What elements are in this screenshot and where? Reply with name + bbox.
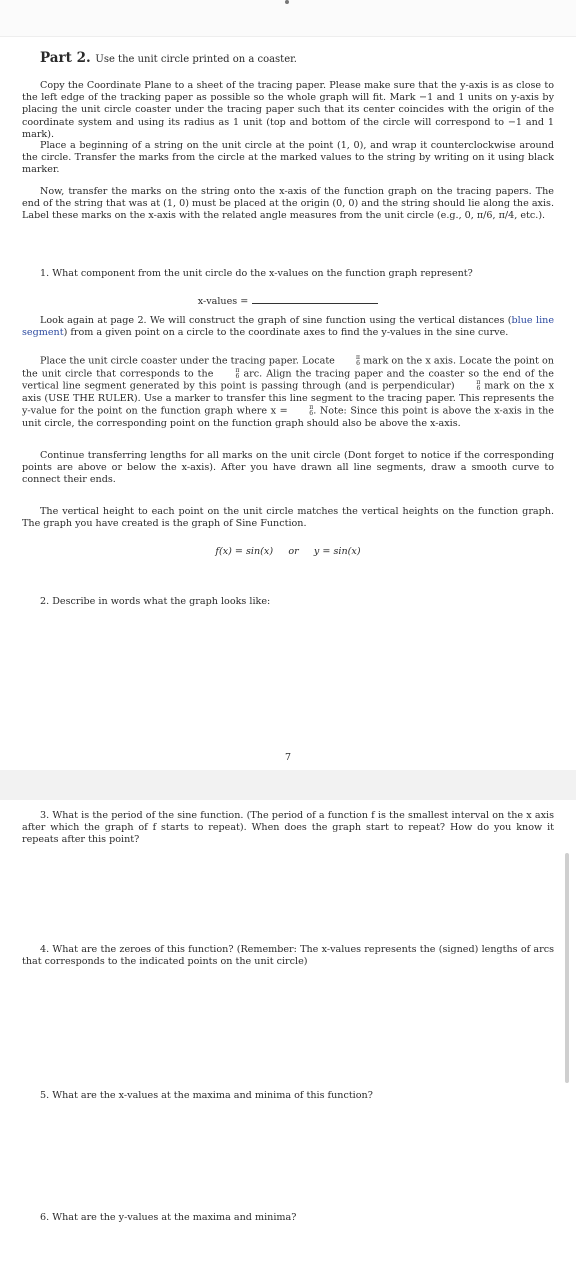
- pi-over-6-fraction: π 6: [309, 404, 314, 418]
- paragraph-vertical-height: [22, 506, 554, 530]
- text-segment: mark on the x axis (USE THE RULER). Use a marker to transfer this line segment to the tracing paper. This represents the y-value for the point on the function graph where x =: [22, 380, 554, 417]
- page-separator: [0, 770, 576, 800]
- question-5: [40, 1090, 554, 1102]
- pi-over-6-fraction: π 6: [356, 354, 360, 367]
- paragraph-text: Now, transfer the marks on the string onto the x-axis of the function graph on the tracing papers. The end of the string that was at (1, 0) must be placed at the origin (0, 0) and the string should lie along the axis. Label these marks on the x-axis with the related angle measures from the unit circle (e.g., 0, π/6, π/4, etc.).: [22, 186, 554, 222]
- question-text: 5. What are the x-values at the maxima and minima of this function?: [40, 1090, 373, 1101]
- q1-answer-line[interactable]: [252, 294, 378, 304]
- q1-answer-row: [0, 294, 576, 308]
- question-text: 4. What are the zeroes of this function? (Remember: The x-values represents the (signed) lengths of arcs that corresponds to the indicated points on the unit circle): [22, 944, 554, 968]
- question-text: 3. What is the period of the sine function. (The period of a function f is the smallest interval on the x axis after which the graph of f starts to repeat). When does the graph start to repeat? How do you know it repeats after this point?: [22, 810, 554, 846]
- text-segment: . Note: Since this point is above the x-axis in the unit circle, the corresponding point on the function graph should also be above the x-axis.: [22, 405, 554, 430]
- pi-over-6-fraction: π 6: [235, 366, 240, 380]
- paragraph-text: Continue transferring lengths for all marks on the unit circle (Dont forget to notice if the corresponding points are above or below the x-axis). After you have drawn all line segments, draw a smooth curve to connect their ends.: [22, 450, 554, 486]
- pi-over-6-fraction: π 6: [476, 379, 481, 393]
- paragraph-text: Place a beginning of a string on the unit circle at the point (1, 0), and wrap it counterclockwise around the circle. Transfer the marks from the circle at the marked values to the string by writing on it using black marker.: [22, 140, 554, 176]
- question-text: 1. What component from the unit circle do the x-values on the function graph represent?: [40, 268, 473, 279]
- question-6: [40, 1212, 554, 1224]
- paragraph-text: Copy the Coordinate Plane to a sheet of the tracing paper. Please make sure that the y-axis is as close to the left edge of the tracking paper as possible so the whole graph will fit. Mark −1 and 1 units on y-axis by placing the unit circle coaster under the tracing paper such that its center coincides with the origin of the coordinate system and using its radius as 1 unit (top and bottom of the circle will correspond to −1 and 1 mark).: [22, 80, 554, 140]
- paragraph-continue: [22, 450, 554, 487]
- question-2: [40, 596, 554, 608]
- paragraph-copy-plane: [22, 80, 554, 141]
- question-text: 6. What are the y-values at the maxima and minima?: [40, 1212, 297, 1223]
- q1-answer-label: x-values =: [197, 296, 249, 307]
- paragraph-text: The vertical height to each point on the unit circle matches the vertical heights on the function graph. The graph you have created is the graph of Sine Function.: [22, 506, 554, 530]
- viewer-top-band: [0, 0, 576, 37]
- scrollbar-thumb[interactable]: [565, 853, 569, 1083]
- question-4: [22, 944, 554, 968]
- part-heading: [40, 52, 540, 66]
- text-segment: Look again at page 2. We will construct the graph of sine function using the vertical distances (: [40, 315, 512, 326]
- blue-line-segment-link[interactable]: blue line segment: [22, 315, 554, 339]
- part-subtitle: Use the unit circle printed on a coaster.: [95, 54, 297, 65]
- page-indicator-dot: [285, 0, 289, 4]
- question-1: [40, 268, 554, 280]
- text-segment: ) from a given point on a circle to the coordinate axes to find the y-values in the sine curve.: [63, 327, 509, 339]
- part-title: Part 2.: [40, 50, 91, 66]
- paragraph-transfer: [22, 186, 554, 223]
- text-segment: arc. Align the tracing paper and the coaster so the end of the vertical line segment generated by this point is passing through (and is perpendicular): [22, 368, 554, 392]
- text-segment: mark on the x axis. Locate the point on the unit circle that corresponds to the: [22, 355, 554, 380]
- question-text: 2. Describe in words what the graph looks like:: [40, 596, 271, 607]
- paragraph-place-coaster: [22, 355, 554, 430]
- question-3: [22, 810, 554, 847]
- paragraph-string: [22, 140, 554, 177]
- sine-formula: f(x) = sin(x) or y = sin(x): [215, 546, 361, 557]
- paragraph-look-again: [22, 315, 554, 339]
- text-segment: Place the unit circle coaster under the tracing paper. Locate: [40, 355, 335, 367]
- page-number: 7: [284, 752, 292, 763]
